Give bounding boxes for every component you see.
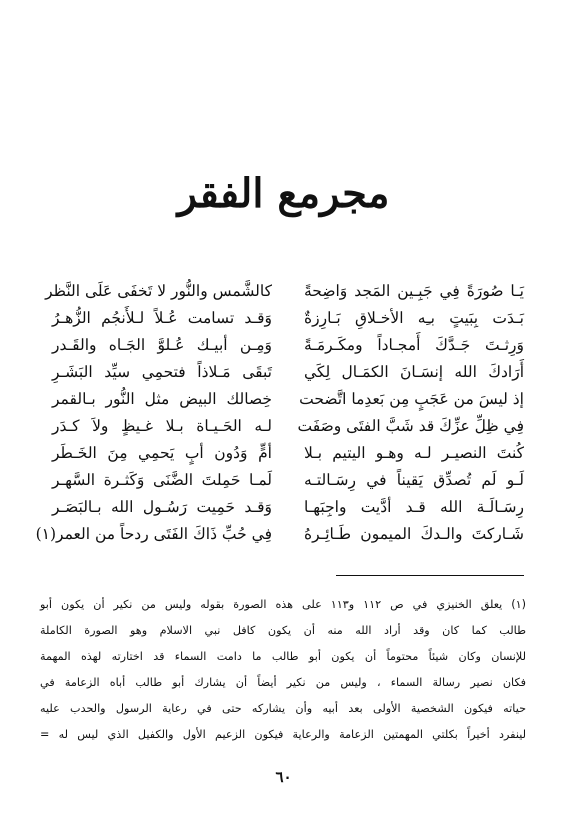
chapter-heading: مجرمع الفقر <box>177 170 390 217</box>
verse-first-half: رِسَـالَـة الله قـد أدَّيت واجِبَهـا <box>304 498 524 516</box>
page-number: ٦٠ <box>275 768 292 786</box>
verse-second-half: فِي حُبِّ ذَاكَ الفَتَى ردحاً من العمر(١) <box>35 525 272 543</box>
verse <box>52 411 524 441</box>
verse-first-half: يَـا صُورَةً فِي جَبِـين المَجد وَاضِحةً <box>304 282 524 300</box>
footnote-line: طالب كما كان وقد أراد الله منه أن يكون كافل نبي الاسلام وهو الصورة الكاملة <box>40 624 526 637</box>
verse <box>52 438 524 468</box>
footnote-line: للإنسان وكان شيئاً محتوماً أن يكون أبو طالب ما دامت السماء قد اختارته لهذه المهمة <box>40 650 526 663</box>
footnote-line: لينفرد أخيراً بكلتي المهمتين الزعامة والرعاية فيكون الزعيم الأول والكفيل الذي ليس له = <box>40 728 526 741</box>
verse <box>52 465 524 495</box>
verse <box>52 330 524 360</box>
verse-first-half: بَـدَت بِبَيتٍ بـِه الأخـلاقِ بَـارِزةٌ <box>304 309 524 327</box>
verse-first-half: وَرِثـتَ جَـدَّكَ أَمجـاداً ومكَـرمَـةً <box>304 336 524 354</box>
verse-second-half: لـه الحَـيـاة بـلا غـيظٍ ولاَ كـدَر <box>52 417 272 435</box>
verse <box>52 492 524 522</box>
verse-second-half: تَبقَى مَـلاذاً فتحمِي سيِّد البَشَـرِ <box>52 363 272 381</box>
footnote-line: (١) يعلق الخنيزي في ص ١١٢ و١١٣ على هذه الصورة بقوله وليس من نكير أن يكون أبو <box>40 598 526 611</box>
footnote <box>40 592 526 748</box>
verse-second-half: كالشَّمس والنُّور لا تَخفَى عَلَى النَّظر <box>45 282 272 300</box>
verse-first-half: أَرَادكَ الله إنسَـانَ الكمَـال لِكَي <box>304 363 524 381</box>
verse-second-half: وَقـد حَمِيت رَسُـول الله بـالبَصَـر <box>52 498 272 516</box>
poem <box>35 276 524 556</box>
verse-second-half: وَمِـن أبيـك عُـلوَّ الجَـاه والقَـدر <box>52 336 272 354</box>
verse-first-half: لَـو لَم تُصدِّق يَقيناً في رِسَـالتـه <box>304 471 524 489</box>
verse-second-half: وَقـد تسامت عُـلاً لـلأَنجُم الزُّهـرُ <box>52 309 272 327</box>
verse <box>52 303 524 333</box>
verse <box>52 357 524 387</box>
footnote-line: فكان نصير رسالة السماء ، وليس من نكير أيضاً أن يشارك أبو طالب أباه الزعامة في <box>40 676 526 689</box>
verse-second-half: أمٍّ وَدُون أبٍ يَحمِي مِنَ الخَـطَر <box>52 444 272 462</box>
verse-first-half: فِي ظِلِّ عزِّكَ قد شَبَّ الفتَى وصَفَت <box>297 417 524 435</box>
verse-first-half: كُنتَ النصيـر لـه وهـو اليتيم بـلا <box>304 444 524 462</box>
verse <box>45 276 524 306</box>
verse <box>52 384 524 414</box>
footnote-line: حياته فيكون الشخصية الأولى بعد أبيه وأن يشاركه حتى في رعاية الرسول والحدب عليه <box>40 702 526 715</box>
verse-first-half: إذ ليسَ من عَجَبٍ مِن بَعدِما اتَّضحت <box>299 390 524 408</box>
footnote-divider <box>336 575 524 576</box>
verse-second-half: خِصالك البيض مثل النُّور بـالقمر <box>52 390 272 408</box>
verse-first-half: شَـاركتَ والـدكَ الميمون طَـائِـرهُ <box>304 525 524 543</box>
verse <box>35 519 524 549</box>
verse-second-half: لَمـا حَمِلتَ الضَّنَى وَكَثـرة السَّهـر <box>52 471 272 489</box>
